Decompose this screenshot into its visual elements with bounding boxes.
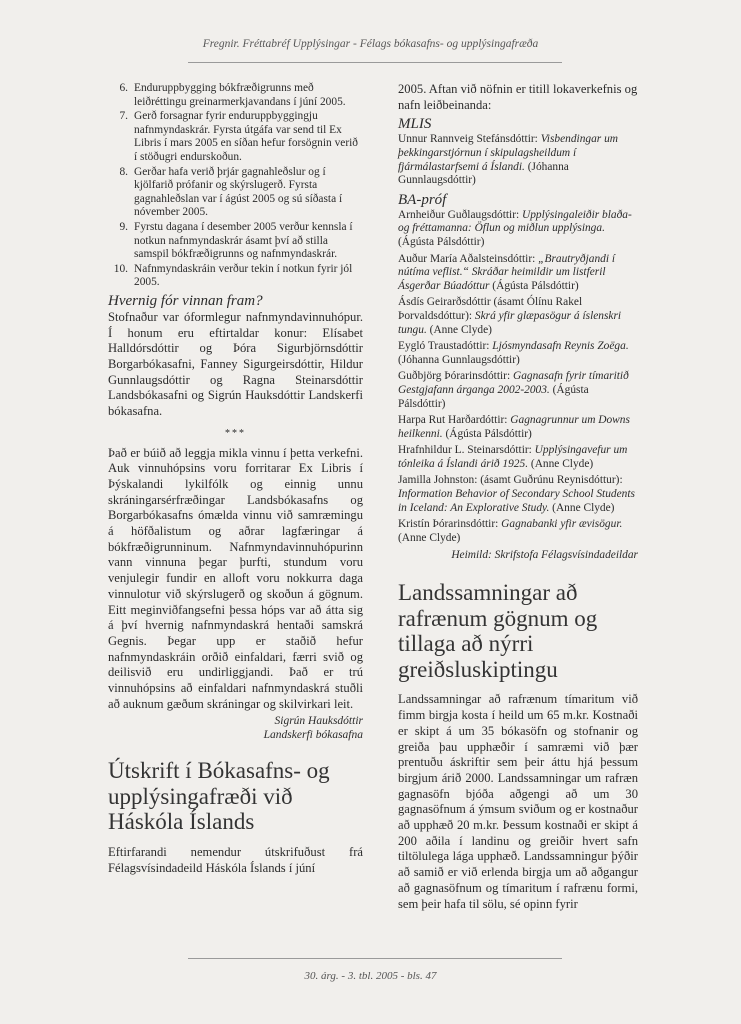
- list-item-text: Fyrstu dagana í desember 2005 verður kennsla í notkun nafnmyndaskrár ásamt því að stilla samspil bókfræðigrunns og nafnmyndaskrár.: [134, 220, 353, 261]
- graduate-entry: [398, 370, 638, 411]
- graduate-entry: [398, 340, 638, 367]
- paragraph-graduation-cont: 2005. Aftan við nöfnin er titill lokaverkefnis og nafn leiðbeinanda:: [398, 82, 638, 112]
- footer-rule: [188, 958, 562, 959]
- list-item-text: Gerðar hafa verið þrjár gagnahleðslur og í kjölfarið prófanir og skýrslugerð. Fyrsta gagnahleðslan var í ágúst 2005 og sú síðasta í nóvember 2005.: [134, 165, 343, 219]
- advisor-name: (Jóhanna Gunnlaugsdóttir): [398, 160, 569, 187]
- graduate-name: Hrafnhildur L. Steinarsdóttir:: [398, 444, 535, 457]
- paragraph-work: Það er búið að leggja mikla vinnu í þetta verkefni. Auk vinnuhópsins voru forritarar Ex Libris í Þýskalandi lykilfólk og einnig unnu skráningarsérfræðingar Landsbókasafns og Borgarbókasafns ómælda vinnu við samræmingu á höfðalistum og aðrar lagfæringar á bókfræðigrunninum. Nafnmyndavinnuhópurinn vann vinnuna þegar þurfti, stundum voru venjulegir fundir en alloft voru nokkurra daga vinnulotur við skýrslugerð og skoðun á gögnum. Eitt meginviðfangsefni þessa hóps var að átta sig á því hvernig nafnmyndaskrá hentaði samskrá Gegnis. Þegar upp er staðið hefur nafnmyndaskráin orðið einfaldari, færri svið og deilisvið eru undirliggjandi. Það er trú vinnuhópsins að einfaldari nafnmyndaskrá stuðli að auknum gæðum skráningar og skilvirkari leit.: [108, 445, 363, 711]
- advisor-name: (Anne Clyde): [426, 323, 492, 336]
- thesis-title: Gagnabanki yfir ævisögur.: [501, 518, 623, 531]
- article-heading-agreements: Landssamningar að rafrænum gögnum og tillaga að nýrri greiðsluskiptingu: [398, 580, 598, 682]
- list-item: [108, 110, 363, 164]
- list-item-text: Nafnmyndaskráin verður tekin í notkun fyrir jól 2005.: [134, 262, 353, 289]
- signature-org: Landskerfi bókasafna: [263, 729, 363, 742]
- list-item-number: 10.: [113, 262, 128, 275]
- thesis-title: Upplýsingaleiðir blaða- og fréttamanna: Öflun og miðlun upplýsinga.: [398, 208, 632, 235]
- section-subheading: Hvernig fór vinnan fram?: [108, 292, 263, 309]
- list-item: [108, 263, 363, 290]
- thesis-title: Ljósmyndasafn Reynis Zoëga.: [492, 340, 629, 353]
- graduate-name: Auður María Aðalsteinsdóttir:: [398, 252, 539, 265]
- list-item-number: 9.: [119, 220, 128, 233]
- advisor-name: (Ágústa Pálsdóttir): [442, 427, 532, 440]
- thesis-title: Gagnasafn fyrir tímaritið Gestgjafann árganga 2002-2003.: [398, 370, 629, 396]
- graduate-entry: [398, 474, 638, 515]
- graduate-name: Arnheiður Guðlaugsdóttir:: [398, 208, 523, 221]
- graduate-entry: [398, 414, 638, 441]
- running-header: Fregnir. Fréttabréf Upplýsingar - Félags bókasafns- og upplýsingafræða: [202, 38, 539, 50]
- list-item: [108, 166, 363, 220]
- graduate-name: Kristín Þórarinsdóttir:: [398, 518, 502, 531]
- graduate-entry: [398, 209, 638, 250]
- signature-name: Sigrún Hauksdóttir: [274, 715, 363, 728]
- paragraph-agreements: Landssamningar að rafrænum tímaritum við fimm birgja kosta í heild um 65 m.kr. Kostnaði er skipt á um 35 bókasöfn og stofnanir og greiða þau upphæðir í samræmi við þær prentuðu áskriftir sem þeir áttu hjá þessum birgjum árið 2000. Landssamningar um rafræn gagnasöfn bjóða aðgengi að um 30 gagnasöfnum á ýmsum sviðum og er kostnaður að upphæð 20 m.kr. Þessum kostnaði er skipt á 200 aðila í landinu og greiðir hvert safn tiltölulega lága upphæð. Landssamningur þýðir að samið er við erlenda birgja um að aðgangur að gagnasöfnum og tímaritum í rafrænu formi, sem þeir hafa til sölu, sé opinn fyrir: [398, 692, 638, 911]
- graduate-entry: [398, 133, 638, 187]
- advisor-name: (Anne Clyde): [398, 531, 461, 544]
- list-item-text: Enduruppbygging bókfræðigrunns með leiðréttingu greinarmerkjavandans í júní 2005.: [134, 82, 346, 108]
- paragraph-graduation-intro: Eftirfarandi nemendur útskrifuðust frá Félagsvísindadeild Háskóla Íslands í júní: [108, 844, 363, 875]
- header-rule: [188, 62, 562, 63]
- list-item: [108, 221, 363, 262]
- thesis-title: Visbendingar um þekkingarstjórnun í skipulagsheildum í fjármálastarfsemi á Íslandi.: [398, 133, 618, 173]
- page-footer: 30. árg. - 3. tbl. 2005 - bls. 47: [304, 970, 437, 982]
- graduate-entry: [398, 296, 638, 337]
- milestone-list: [108, 82, 363, 290]
- list-item-number: 6.: [119, 82, 128, 94]
- mlis-heading: MLIS: [398, 116, 432, 133]
- advisor-name: (Ágústa Pálsdóttir): [398, 235, 485, 248]
- graduate-name: Harpa Rut Harðardóttir:: [398, 414, 511, 427]
- ba-list: [398, 209, 638, 546]
- thesis-title: Gagnagrunnur um Downs heilkenni.: [398, 414, 630, 440]
- graduate-entry: [398, 518, 638, 545]
- graduate-name: Unnur Rannveig Stefánsdóttir:: [398, 133, 541, 146]
- thesis-title: „Brautryðjandi í nútíma veflist.“ Skráðar heimildir um listferil Ásgerðar Búadóttur: [398, 252, 616, 292]
- paragraph-workgroup: Stofnaður var óformlegur nafnmyndavinnuhópur. Í honum eru eftirtaldar konur: Elísabet Halldórsdóttir og Þóra Sigurbjörnsdóttir Borgarbókasafni, Fanney Sigurgeirsdóttir, Hildur Gunnlaugsdóttir og Ragna Steinarsdóttir Landsbókasafni og Sigrún Hauksdóttir Landskerfi bókasafna.: [108, 309, 363, 419]
- graduate-entry: [398, 253, 638, 294]
- list-item: [108, 82, 363, 109]
- thesis-title: Skrá yfir glæpasögur á íslenskri tungu.: [398, 309, 622, 336]
- list-item-text: Gerð forsagnar fyrir enduruppbyggingju nafnmyndaskrár. Fyrsta útgáfa var send til Ex Libris í mars 2005 en síðan hefur forsögnin verið í stöðugri endurskoðun.: [134, 110, 358, 163]
- list-item-number: 8.: [119, 165, 128, 178]
- graduate-name: Ásdís Geirarðsdóttir (ásamt Ólínu Rakel Þorvaldsdóttur):: [398, 296, 583, 322]
- mlis-list: [398, 133, 638, 187]
- section-separator: ***: [225, 427, 246, 439]
- right-column: [398, 82, 638, 912]
- thesis-title: Upplýsingavefur um tónleika á Íslandi árið 1925.: [398, 444, 628, 470]
- advisor-name: (Ágústa Pálsdóttir): [489, 279, 579, 292]
- graduate-name: Jamilla Johnston: (ásamt Guðrúnu Reynisdóttur):: [398, 474, 623, 487]
- article-heading-graduation: Útskrift í Bókasafns- og upplýsingafræði við Háskóla Íslands: [108, 758, 330, 835]
- advisor-name: (Ágústa Pálsdóttir): [398, 383, 589, 410]
- graduate-name: Guðbjörg Þórarinsdóttir:: [398, 370, 513, 383]
- graduate-name: Eygló Traustadóttir:: [398, 340, 493, 353]
- ba-heading: BA-próf: [398, 191, 447, 208]
- advisor-name: (Jóhanna Gunnlaugsdóttir): [398, 353, 520, 366]
- list-item-number: 7.: [119, 110, 128, 123]
- advisor-name: (Anne Clyde): [528, 457, 594, 470]
- thesis-title: Information Behavior of Secondary School Students in Iceland: An Explorative Study.: [398, 488, 635, 514]
- source-note: Heimild: Skrifstofa Félagsvísindadeildar: [451, 549, 638, 562]
- advisor-name: (Anne Clyde): [549, 501, 615, 514]
- graduate-entry: [398, 444, 638, 471]
- left-column: [108, 82, 363, 876]
